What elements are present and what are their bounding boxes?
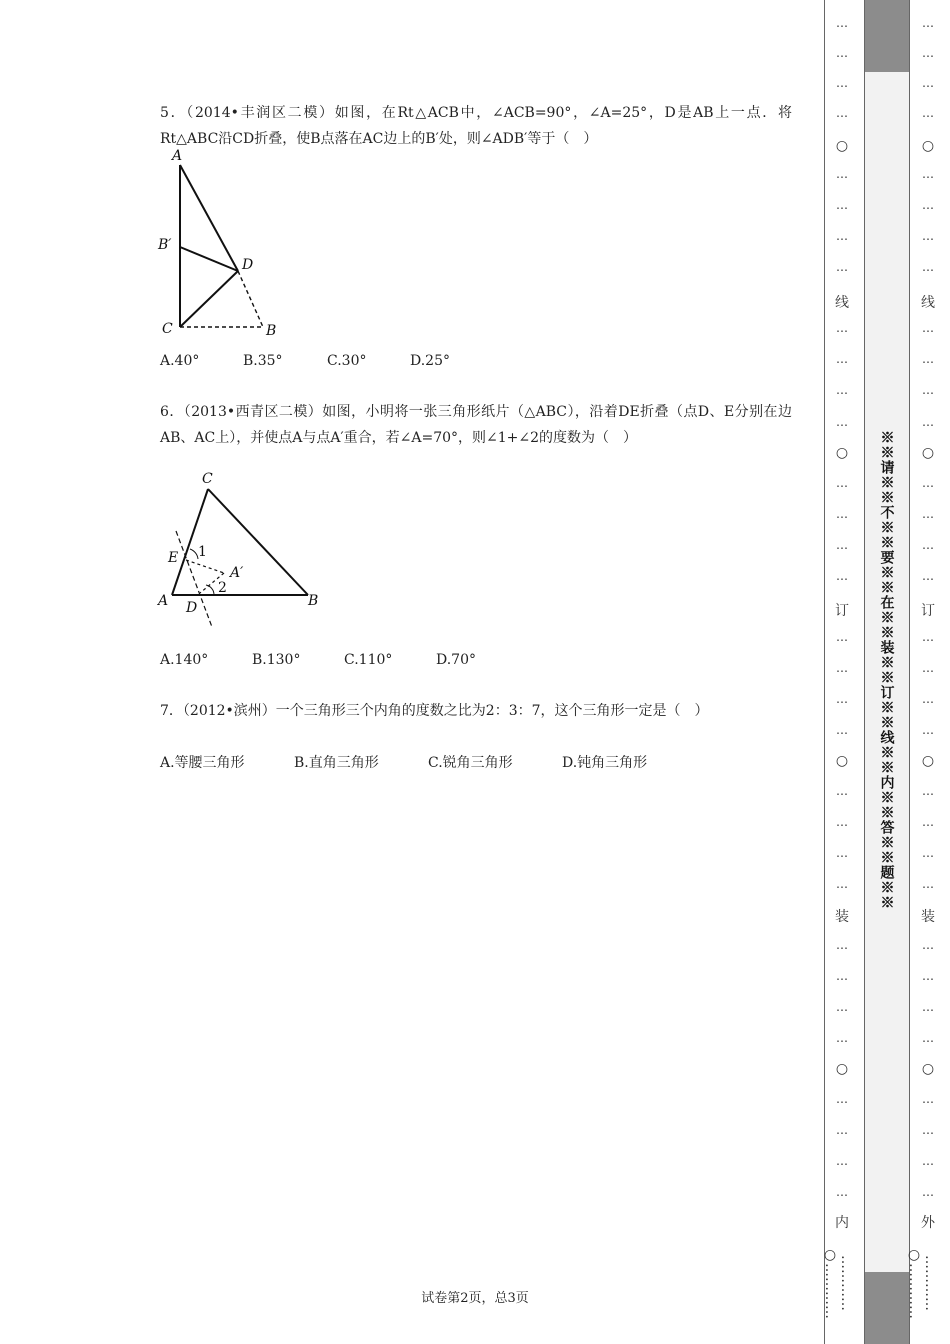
inner-dots: … [836, 167, 848, 181]
option-b[interactable]: B.35° [243, 353, 283, 369]
outer-dots: … [922, 321, 934, 335]
outer-dots: … [922, 538, 934, 552]
inner-dots: … [836, 198, 848, 212]
outer-dots: … [922, 383, 934, 397]
inner-dots: … [836, 784, 848, 798]
outer-dots: … [922, 260, 934, 274]
option-a[interactable]: A.40° [160, 353, 200, 369]
label-b: B [308, 593, 319, 609]
label-angle-2: 2 [218, 580, 227, 596]
inner-dots: … [836, 383, 848, 397]
outer-dots: … [922, 476, 934, 490]
margin-line-band-right [909, 0, 910, 1344]
question-5-figure [150, 145, 290, 340]
label-d: D [242, 257, 254, 273]
outer-dots: … [922, 415, 934, 429]
label-b-prime: B′ [158, 237, 172, 253]
inner-bottom-mark: …………○………… [822, 1246, 854, 1319]
label-b: B [266, 323, 277, 339]
outer-margin-label: 线 [921, 295, 935, 311]
outer-circle-mark: ○ [921, 753, 935, 769]
outer-margin-label: 订 [921, 603, 935, 619]
label-e: E [168, 550, 179, 566]
outer-circle-mark: ○ [921, 445, 935, 461]
outer-dots: … [922, 167, 934, 181]
option-d[interactable]: D.25° [410, 353, 450, 369]
inner-dots: … [836, 692, 848, 706]
inner-dots: … [836, 1185, 848, 1199]
inner-dots: … [836, 630, 848, 644]
outer-circle-mark: ○ [921, 138, 935, 154]
inner-dots: … [836, 229, 848, 243]
outer-dots: … [922, 46, 934, 60]
option-a[interactable]: A.140° [160, 652, 209, 668]
option-a[interactable]: A.等腰三角形 [160, 755, 245, 771]
outer-dots: … [922, 1123, 934, 1137]
question-5-options [160, 353, 450, 369]
margin-line-left [824, 0, 825, 1344]
inner-dots: … [836, 507, 848, 521]
inner-dots: … [836, 16, 848, 30]
option-b[interactable]: B.130° [252, 652, 301, 668]
outer-dots: … [922, 938, 934, 952]
outer-dots: … [922, 1185, 934, 1199]
inner-dots: … [836, 106, 848, 120]
inner-dots: … [836, 352, 848, 366]
outer-dots: … [922, 661, 934, 675]
label-c: C [162, 321, 173, 337]
question-5-text: 5．（2014•丰润区二模）如图，在Rt△ACB中，∠ACB=90°，∠A=25°，D是AB上一点．将Rt△ABC沿CD折叠，使B点落在AC边上的B′处，则∠ADB′等于（ ） [160, 105, 792, 147]
outer-dots: … [922, 692, 934, 706]
inner-dots: … [836, 877, 848, 891]
inner-dots: … [836, 815, 848, 829]
inner-margin-label: 内 [835, 1215, 849, 1231]
outer-dots: … [922, 846, 934, 860]
question-7-options [160, 752, 647, 772]
label-c: C [202, 471, 213, 487]
inner-circle-mark: ○ [835, 753, 849, 769]
option-c[interactable]: C.锐角三角形 [428, 755, 513, 771]
question-6-options [160, 652, 476, 668]
outer-dots: … [922, 877, 934, 891]
inner-dots: … [836, 1000, 848, 1014]
label-angle-1: 1 [198, 544, 207, 560]
outer-dots: … [922, 198, 934, 212]
option-c[interactable]: C.110° [344, 652, 393, 668]
binding-band-top-block [864, 0, 909, 72]
outer-bottom-mark: …………○………… [906, 1246, 938, 1319]
question-6 [160, 399, 792, 451]
inner-dots: … [836, 846, 848, 860]
label-d: D [186, 600, 198, 616]
outer-dots: … [922, 106, 934, 120]
outer-dots: … [922, 229, 934, 243]
question-6-figure [150, 465, 330, 630]
label-a-prime: A′ [230, 565, 244, 581]
outer-dots: … [922, 1031, 934, 1045]
outer-dots: … [922, 969, 934, 983]
outer-dots: … [922, 569, 934, 583]
outer-dots: … [922, 1000, 934, 1014]
inner-dots: … [836, 1123, 848, 1137]
option-c[interactable]: C.30° [327, 353, 367, 369]
option-b[interactable]: B.直角三角形 [294, 755, 379, 771]
inner-dots: … [836, 476, 848, 490]
inner-dots: … [836, 723, 848, 737]
inner-margin-label: 装 [835, 909, 849, 925]
inner-dots: … [836, 938, 848, 952]
outer-dots: … [922, 16, 934, 30]
outer-dots: … [922, 76, 934, 90]
binding-band-bottom-block [864, 1272, 909, 1344]
inner-dots: … [836, 46, 848, 60]
outer-dots: … [922, 784, 934, 798]
question-6-text: 6．（2013•西青区二模）如图，小明将一张三角形纸片（△ABC），沿着DE折叠（点D、E分别在边AB、AC上），并使点A与点A′重合，若∠A=70°，则∠1+∠2的度数为（ ） [160, 404, 792, 446]
outer-circle-mark: ○ [921, 1061, 935, 1077]
inner-dots: … [836, 1031, 848, 1045]
question-7-text: 7．（2012•滨州）一个三角形三个内角的度数之比为2：3：7，这个三角形一定是（ ） [160, 703, 709, 719]
inner-circle-mark: ○ [835, 138, 849, 154]
inner-margin-label: 订 [835, 603, 849, 619]
outer-dots: … [922, 507, 934, 521]
outer-margin-label: 装 [921, 909, 935, 925]
inner-dots: … [836, 415, 848, 429]
outer-dots: … [922, 352, 934, 366]
outer-dots: … [922, 815, 934, 829]
outer-dots: … [922, 630, 934, 644]
page-footer: 试卷第2页，总3页 [421, 1291, 529, 1306]
inner-dots: … [836, 321, 848, 335]
no-answer-warning: ※※请※※不※※要※※在※※装※※订※※线※※内※※答※※题※※ [878, 430, 895, 910]
inner-dots: … [836, 969, 848, 983]
label-a: A [172, 148, 183, 164]
question-7 [160, 698, 792, 724]
inner-circle-mark: ○ [835, 445, 849, 461]
outer-margin-label: 外 [921, 1215, 935, 1231]
inner-dots: … [836, 1092, 848, 1106]
inner-dots: … [836, 1154, 848, 1168]
label-a: A [158, 593, 169, 609]
outer-dots: … [922, 1154, 934, 1168]
inner-dots: … [836, 569, 848, 583]
outer-dots: … [922, 1092, 934, 1106]
option-d[interactable]: D.钝角三角形 [562, 755, 648, 771]
option-d[interactable]: D.70° [436, 652, 476, 668]
inner-dots: … [836, 260, 848, 274]
outer-dots: … [922, 723, 934, 737]
inner-margin-label: 线 [835, 295, 849, 311]
inner-dots: … [836, 76, 848, 90]
inner-dots: … [836, 661, 848, 675]
inner-circle-mark: ○ [835, 1061, 849, 1077]
inner-dots: … [836, 538, 848, 552]
